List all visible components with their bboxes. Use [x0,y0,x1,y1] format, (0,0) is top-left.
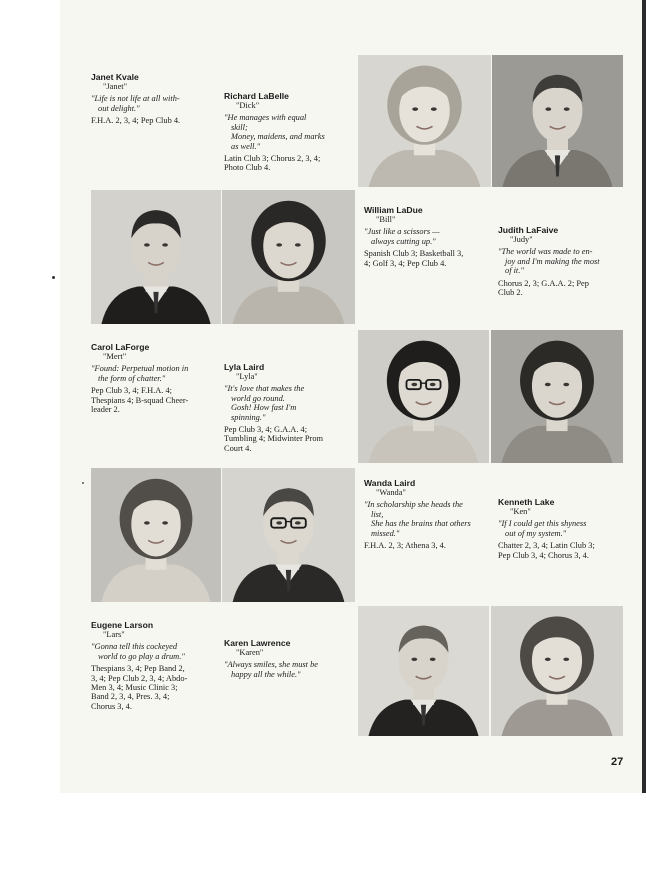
quote-line: list, [371,509,384,519]
quote-line: Money, maidens, and marks [231,132,325,142]
quote-line: "Gonna tell this cockeyed [91,642,178,652]
student-nickname: "Mert" [103,352,127,361]
activities-line: Chatter 2, 3, 4; Latin Club 3; [498,541,595,551]
quote-line: "Just like a scissors — [364,227,440,237]
entry-karen-lawrence [224,638,356,679]
student-quote [91,364,221,383]
quote-line: "In scholarship she heads the [364,500,463,510]
activities-line: Pep Club 3, 4; Chorus 3, 4. [498,550,589,560]
page-edge-shadow [642,0,646,793]
quote-line: joy and I'm making the most [505,256,600,266]
entry-kenneth-lake [498,497,626,560]
quote-line: missed." [371,528,400,538]
student-quote [91,94,221,113]
activities-line: Club 2. [498,288,523,298]
student-activities [364,249,492,268]
quote-line: the form of chatter." [98,373,166,383]
quote-line: She has the brains that others [371,519,471,529]
portrait-photo [91,190,221,324]
student-name: Janet Kvale [91,72,139,82]
student-activities [91,386,221,414]
student-nickname: "Ken" [510,507,531,516]
quote-line: of it." [505,266,524,276]
entry-janet-kvale [91,72,221,126]
activities-line: Pep Club 3, 4; G.A.A. 4; [224,425,308,435]
student-name: Carol LaForge [91,342,150,352]
activities-line: Band 2, 3, 4, Pres. 3, 4; [91,692,170,702]
quote-line: out of my system." [505,528,567,538]
entry-eugene-larson [91,620,221,711]
entry-wanda-laird [364,478,496,550]
student-name: Lyla Laird [224,362,265,372]
student-activities [498,541,626,560]
student-nickname: "Karen" [236,648,264,657]
activities-line: Spanish Club 3; Basketball 3, [364,249,464,259]
student-activities [224,425,356,453]
student-name: Kenneth Lake [498,497,555,507]
activities-line: Chorus 3, 4. [91,701,132,711]
quote-line: as well." [231,141,261,151]
quote-line: skill; [231,122,248,132]
student-quote [91,642,221,661]
entry-richard-labelle [224,91,356,173]
activities-line: leader 2. [91,405,120,415]
quote-line: out delight." [98,103,140,113]
entry-judith-lafaive [498,225,626,297]
student-nickname: "Dick" [236,101,260,110]
quote-line: happy all the while." [231,669,301,679]
student-quote [224,113,356,151]
quote-line: "Life is not life at all with- [91,94,180,104]
quote-line: "It's love that makes the [224,384,305,394]
portrait-photo [91,468,221,602]
student-nickname: "Lars" [103,630,125,639]
quote-line: "He manages with equal [224,113,307,123]
activities-line: 3, 4; Pep Club 2, 3, 4; Abdo- [91,673,188,683]
student-quote [364,500,496,538]
student-name: Wanda Laird [364,478,416,488]
activities-line: Court 4. [224,443,252,453]
activities-line: Men 3, 4; Music Clinic 3; [91,683,178,693]
activities-line: Chorus 2, 3; G.A.A. 2; Pep [498,278,589,288]
quote-line: spinning." [231,412,266,422]
portrait-photo [222,190,355,324]
quote-line: world go round. [231,393,285,403]
portrait-photo [358,55,491,187]
student-activities [91,664,221,711]
student-name: Richard LaBelle [224,91,289,101]
student-nickname: "Janet" [103,82,128,91]
portrait-photo [491,330,623,463]
activities-line: Thespians 4; B-squad Cheer- [91,395,189,405]
quote-line: always cutting up." [371,236,436,246]
page-number: 27 [611,756,624,768]
activities-line: Thespians 3, 4; Pep Band 2, [91,664,185,674]
portrait-photo [358,606,489,736]
quote-line: "Always smiles, she must be [224,660,319,670]
activities-line: Pep Club 3, 4; F.H.A. 4; [91,386,172,396]
student-quote [224,384,356,422]
student-quote [224,660,356,679]
entry-lyla-laird [224,362,356,453]
student-quote [498,519,626,538]
activities-line: Tumbling 4; Midwinter Prom [224,434,324,444]
quote-line: Gosh! How fast I'm [231,403,297,413]
student-activities [224,154,356,173]
student-activities [498,279,626,298]
portrait-photo [491,606,623,736]
student-nickname: "Judy" [510,235,533,244]
quote-line: "Found: Perpetual motion in [91,364,189,374]
activities-line: 4; Golf 3, 4; Pep Club 4. [364,258,447,268]
student-name: Karen Lawrence [224,638,291,648]
student-nickname: "Wanda" [376,488,406,497]
entry-carol-laforge [91,342,221,414]
student-name: Judith LaFaive [498,225,559,235]
student-name: Eugene Larson [91,620,154,630]
entry-william-ladue [364,205,492,268]
quote-line: "The world was made to en- [498,247,593,257]
student-nickname: "Bill" [376,215,396,224]
portrait-photo [222,468,355,602]
student-activities [364,541,496,550]
speck [82,482,84,484]
quote-line: world to go play a drum." [98,651,185,661]
activities-line: F.H.A. 2, 3, 4; Pep Club 4. [91,116,181,126]
student-nickname: "Lyla" [236,372,258,381]
speck [52,276,55,279]
student-quote [498,247,626,275]
activities-line: F.H.A. 2, 3; Athena 3, 4. [364,541,446,551]
activities-line: Latin Club 3; Chorus 2, 3, 4; [224,154,321,164]
activities-line: Photo Club 4. [224,163,271,173]
student-activities [91,116,221,125]
portrait-photo [492,55,623,187]
portrait-photo [358,330,489,463]
student-quote [364,227,492,246]
student-name: William LaDue [364,205,423,215]
quote-line: "If I could get this shyness [498,519,587,529]
